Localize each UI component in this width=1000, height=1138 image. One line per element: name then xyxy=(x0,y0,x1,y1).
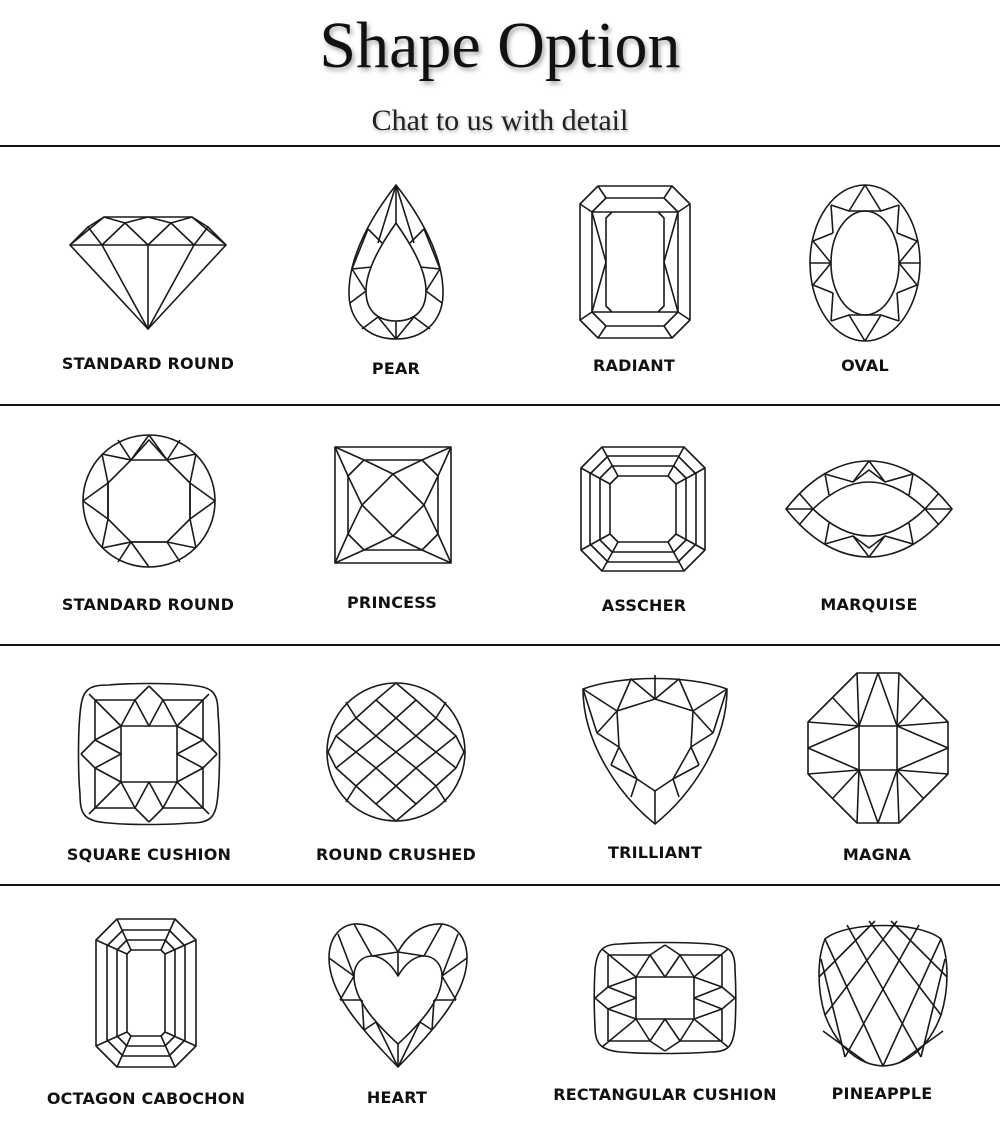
trilliant-icon xyxy=(581,673,729,825)
shape-label: SQUARE CUSHION xyxy=(66,845,232,864)
page-subtitle: Chat to us with detail xyxy=(371,104,629,137)
shape-label: PRINCESS xyxy=(347,593,437,612)
page-title: Shape Option xyxy=(319,9,681,82)
pineapple-icon xyxy=(817,919,949,1067)
shape-label: TRILLIANT xyxy=(607,843,703,862)
shape-label: MAGNA xyxy=(842,845,912,864)
magna-icon xyxy=(807,672,949,824)
shape-label: HEART xyxy=(366,1088,428,1107)
divider xyxy=(0,884,1000,886)
square-cushion-icon xyxy=(79,684,219,824)
princess-icon xyxy=(334,446,452,564)
asscher-icon xyxy=(580,446,706,572)
oval-icon xyxy=(809,183,921,343)
shape-label: MARQUISE xyxy=(820,595,918,614)
pear-icon xyxy=(348,183,444,341)
round-top-view-icon xyxy=(82,434,216,568)
round-crushed-icon xyxy=(326,682,466,822)
octagon-cabochon-icon xyxy=(95,918,197,1068)
marquise-icon xyxy=(785,460,953,558)
rectangular-cushion-icon xyxy=(594,943,736,1053)
divider xyxy=(0,404,1000,406)
shape-label: OVAL xyxy=(841,356,889,375)
shape-label: PINEAPPLE xyxy=(831,1084,933,1103)
round-side-view-icon xyxy=(70,213,226,329)
radiant-icon xyxy=(580,186,690,338)
shape-label: RADIANT xyxy=(592,356,676,375)
heart-icon xyxy=(328,922,468,1068)
divider xyxy=(0,644,1000,646)
shape-label: STANDARD ROUND xyxy=(61,354,235,373)
shape-label: OCTAGON CABOCHON xyxy=(46,1089,246,1108)
shape-label: RECTANGULAR CUSHION xyxy=(553,1085,777,1104)
shape-label: ROUND CRUSHED xyxy=(316,845,476,864)
shape-label: STANDARD ROUND xyxy=(61,595,235,614)
shape-label: PEAR xyxy=(371,359,421,378)
shape-label: ASSCHER xyxy=(601,596,687,615)
divider xyxy=(0,145,1000,147)
